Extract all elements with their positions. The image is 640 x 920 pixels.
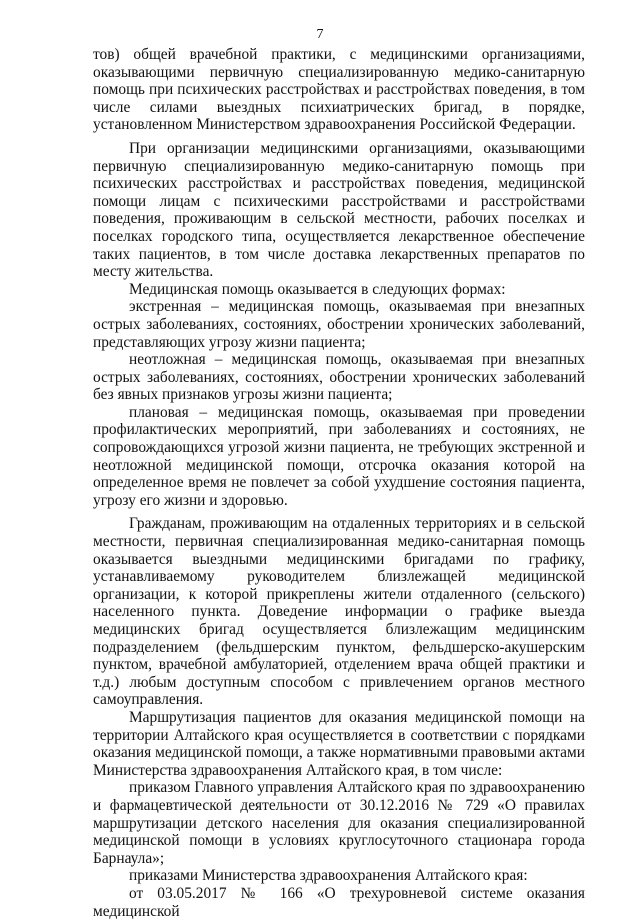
paragraph-forms-intro: Медицинская помощь оказывается в следующих формах: xyxy=(129,280,506,298)
paragraph-form-urgent: неотложная – медицинская помощь, оказываемая при внезапных острых заболеваниях, состояниях, обострении хронических заболеваний без явных признаков угрозы жизни пациента; xyxy=(93,351,585,404)
page-number: 7 xyxy=(316,27,324,42)
paragraph-rural-provision: При организации медицинскими организациями, оказывающими первичную специализированную медико-санитарную помощь при психических расстройствах и расстройствах поведения, медицинской помощи лицам с психическими расстройствами и расстройствами поведения, проживающим в сельской местности, рабочих поселках и поселках городского типа, осуществляется лекарственное обеспечение таких пациентов, в том числе доставка лекарственных препаратов по месту жительства. xyxy=(93,139,585,281)
paragraph-form-emergency: экстренная – медицинская помощь, оказываемая при внезапных острых заболеваниях, состояниях, обострении хронических заболеваний, представляющих угрозу жизни пациента; xyxy=(93,298,585,351)
paragraph-remote-territories: Гражданам, проживающим на отдаленных территориях и в сельской местности, первичная специализированная медико-санитарная помощь оказывается выездными медицинскими бригадами по графику, устанавливаемому руководителем близлежащей медицинской организации, к которой прикреплены жители отдаленного (сельского) населенного пункта. Доведение информации о графике выезда медицинских бригад осуществляется близлежащим медицинским подразделением (фельдшерским пунктом, фельдшерско-акушерским пунктом, врачебной амбулаторией, отделением врача общей практики и т.д.) любым доступным способом с привлечением органов местного самоуправления. xyxy=(93,515,585,709)
paragraph-order-166: от 03.05.2017 № 166 «О трехуровневой системе оказания медицинской xyxy=(93,884,585,920)
paragraph-form-planned: плановая – медицинская помощь, оказываемая при проведении профилактических мероприятий, при заболеваниях и состояниях, не сопровождающихся угрозой жизни пациента, не требующих экстренной и неотложной медицинской помощи, отсрочка оказания которой на определенное время не повлечет за собой ухудшение состояния пациента, угрозу его жизни и здоровью. xyxy=(93,403,585,509)
paragraph-orders-ministry: приказами Министерства здравоохранения Алтайского края: xyxy=(129,867,528,885)
document-body xyxy=(93,46,585,920)
paragraph-routing: Маршрутизация пациентов для оказания медицинской помощи на территории Алтайского края осуществляется в соответствии с порядками оказания медицинской помощи, а также нормативными правовыми актами Министерства здравоохранения Алтайского края, в том числе: xyxy=(93,708,585,779)
paragraph-order-729: приказом Главного управления Алтайского края по здравоохранению и фармацевтической деятельности от 30.12.2016 № 729 «О правилах маршрутизации детского населения для оказания специализированной медицинской помощи в условиях круглосуточного стационара города Барнаула»; xyxy=(93,779,585,867)
paragraph-continuation: тов) общей врачебной практики, с медицинскими организациями, оказывающими первичную специализированную медико-санитарную помощь при психических расстройствах и расстройствах поведения, в том числе силами выездных психиатрических бригад, в порядке, установленном Министерством здравоохранения Российской Федерации. xyxy=(93,46,585,134)
